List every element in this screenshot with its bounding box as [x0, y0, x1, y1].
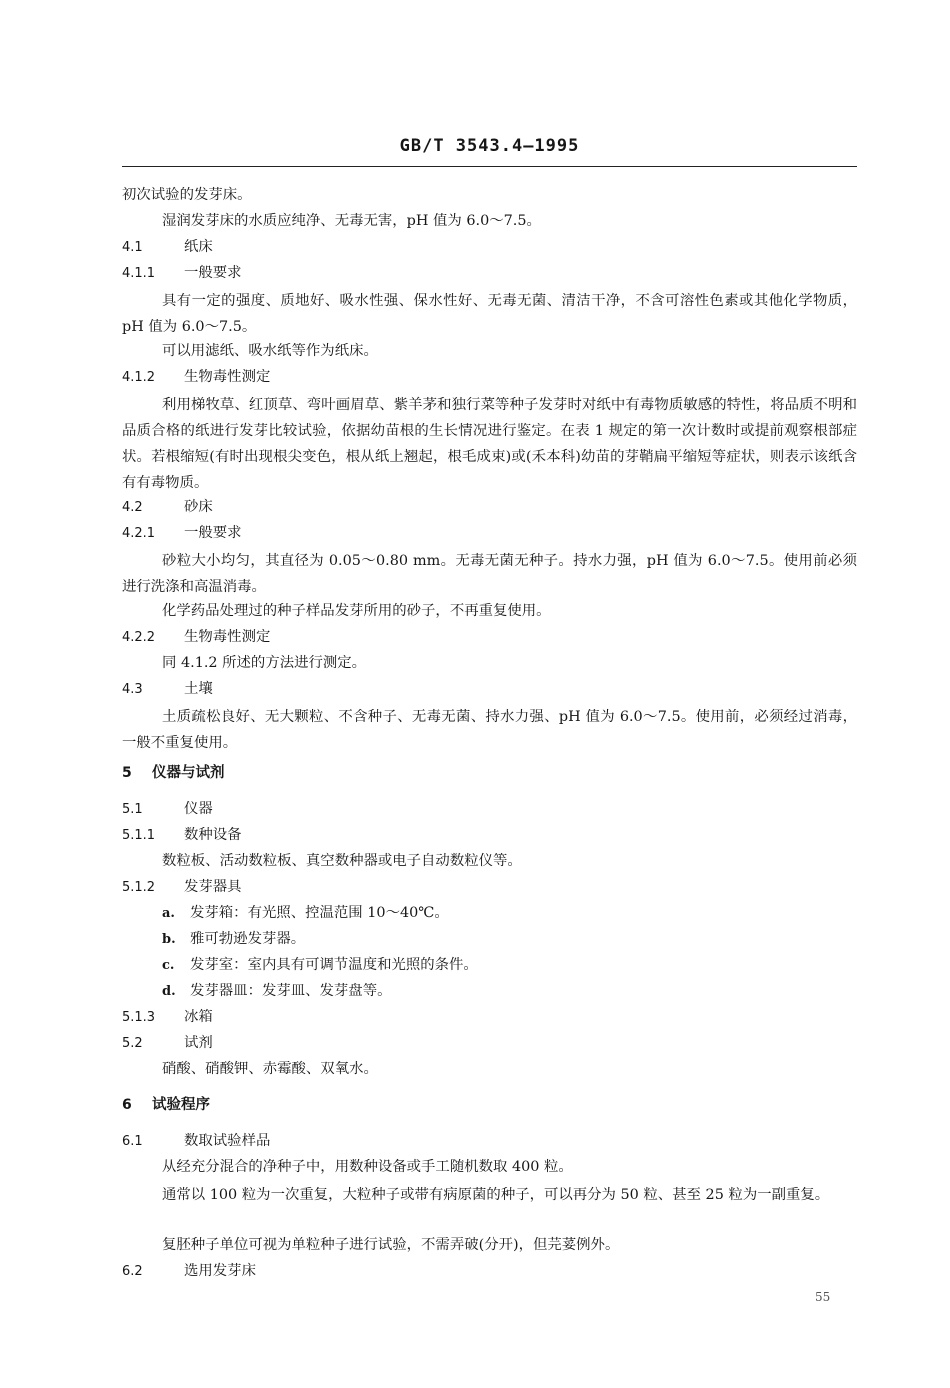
section-title: 生物毒性测定	[184, 629, 271, 645]
section-title: 仪器与试剂	[152, 765, 225, 781]
section-title: 生物毒性测定	[184, 369, 271, 385]
section-title: 选用发芽床	[184, 1263, 256, 1279]
section-title: 发芽器具	[184, 879, 242, 895]
section-title: 冰箱	[184, 1009, 213, 1025]
heading-4-1-2	[122, 366, 270, 388]
paragraph-5-2: 硝酸、硝酸钾、赤霉酸、双氧水。	[162, 1061, 378, 1077]
heading-5	[122, 762, 225, 784]
section-title: 砂床	[184, 499, 213, 515]
section-number: 5.2	[122, 1036, 143, 1051]
heading-4-2-2	[122, 626, 270, 648]
paragraph-6-1-b: 通常以 100 粒为一次重复，大粒种子或带有病原菌的种子，可以再分为 50 粒、甚至 25 粒为一副重复。	[162, 1187, 830, 1203]
paragraph-water: 湿润发芽床的水质应纯净、无毒无害，pH 值为 6.0～7.5。	[162, 213, 541, 229]
standard-header: GB/T 3543.4—1995	[399, 136, 580, 156]
heading-5-1-3	[122, 1006, 213, 1028]
paragraph-6-1-a: 从经充分混合的净种子中，用数种设备或手工随机数取 400 粒。	[162, 1159, 573, 1175]
paragraph-4-2-1-b: 化学药品处理过的种子样品发芽所用的砂子，不再重复使用。	[162, 603, 551, 619]
heading-5-2	[122, 1032, 213, 1054]
paragraph-4-1-1-a: 具有一定的强度、质地好、吸水性强、保水性好、无毒无菌、清洁干净，不含可溶性色素或其他化学物质，pH 值为 6.0～7.5。	[122, 293, 857, 335]
section-title: 土壤	[184, 681, 213, 697]
heading-4-1-1	[122, 262, 242, 284]
section-number: 5	[122, 765, 132, 781]
heading-4-2	[122, 496, 213, 518]
section-number: 4.2.2	[122, 630, 156, 645]
section-title: 一般要求	[184, 265, 242, 281]
heading-4-2-1	[122, 522, 242, 544]
section-number: 4.1.2	[122, 370, 156, 385]
list-item-text: 发芽箱：有光照、控温范围 10～40℃。	[190, 905, 449, 921]
list-item	[162, 902, 449, 924]
paragraph-4-2-2: 同 4.1.2 所述的方法进行测定。	[162, 655, 367, 671]
section-number: 4.2.1	[122, 526, 156, 541]
paragraph-4-2-1-a: 砂粒大小均匀，其直径为 0.05～0.80 mm。无毒无菌无种子。持水力强，pH 值为 6.0～7.5。使用前必须进行洗涤和高温消毒。	[122, 553, 857, 595]
section-number: 6.1	[122, 1134, 143, 1149]
section-title: 数种设备	[184, 827, 242, 843]
heading-6	[122, 1094, 210, 1116]
section-title: 试剂	[184, 1035, 213, 1051]
heading-5-1-2	[122, 876, 242, 898]
paragraph-4-1-2: 利用梯牧草、红顶草、弯叶画眉草、紫羊茅和独行菜等种子发芽时对纸中有毒物质敏感的特性，将品质不明和品质合格的纸进行发芽比较试验，依据幼苗根的生长情况进行鉴定。在表 1 规定的第一次计数时或提前观察根部症状。若根缩短(有时出现根尖变色，根从纸上翘起，根毛成束)或(禾本科)幼苗的芽鞘扁平缩短等症状，则表示该纸含有有毒物质。	[122, 397, 857, 491]
section-number: 5.1.3	[122, 1010, 156, 1025]
heading-5-1	[122, 798, 213, 820]
list-item-letter: c.	[162, 958, 175, 973]
list-item	[162, 928, 305, 950]
section-number: 4.1.1	[122, 266, 156, 281]
section-title: 试验程序	[152, 1097, 210, 1113]
list-item-letter: a.	[162, 906, 175, 921]
list-item-text: 发芽器皿：发芽皿、发芽盘等。	[190, 983, 392, 999]
paragraph-4-3: 土质疏松良好、无大颗粒、不含种子、无毒无菌、持水力强、pH 值为 6.0～7.5。使用前，必须经过消毒，一般不重复使用。	[122, 709, 857, 751]
heading-6-2	[122, 1260, 256, 1282]
heading-6-1	[122, 1130, 270, 1152]
section-number: 4.2	[122, 500, 143, 515]
page-number: 55	[815, 1290, 831, 1304]
paragraph-initial: 初次试验的发芽床。	[122, 187, 252, 203]
section-number: 5.1.1	[122, 828, 156, 843]
list-item-text: 雅可勃逊发芽器。	[190, 931, 306, 947]
heading-5-1-1	[122, 824, 242, 846]
header-rule	[122, 166, 857, 167]
list-item-letter: d.	[162, 984, 176, 999]
heading-4-3	[122, 678, 213, 700]
list-item-letter: b.	[162, 932, 176, 947]
section-number: 5.1	[122, 802, 143, 817]
section-number: 6.2	[122, 1264, 143, 1279]
section-number: 5.1.2	[122, 880, 156, 895]
section-title: 数取试验样品	[184, 1133, 271, 1149]
paragraph-4-1-1-b: 可以用滤纸、吸水纸等作为纸床。	[162, 343, 378, 359]
section-title: 仪器	[184, 801, 213, 817]
section-number: 4.1	[122, 240, 143, 255]
paragraph-5-1-1: 数粒板、活动数粒板、真空数种器或电子自动数粒仪等。	[162, 853, 522, 869]
list-item	[162, 980, 391, 1002]
section-number: 6	[122, 1097, 132, 1113]
list-item	[162, 954, 478, 976]
section-title: 一般要求	[184, 525, 242, 541]
section-number: 4.3	[122, 682, 143, 697]
section-title: 纸床	[184, 239, 213, 255]
list-item-text: 发芽室：室内具有可调节温度和光照的条件。	[190, 957, 478, 973]
heading-4-1	[122, 236, 213, 258]
paragraph-6-1-c: 复胚种子单位可视为单粒种子进行试验，不需弄破(分开)，但芫荽例外。	[162, 1237, 620, 1253]
